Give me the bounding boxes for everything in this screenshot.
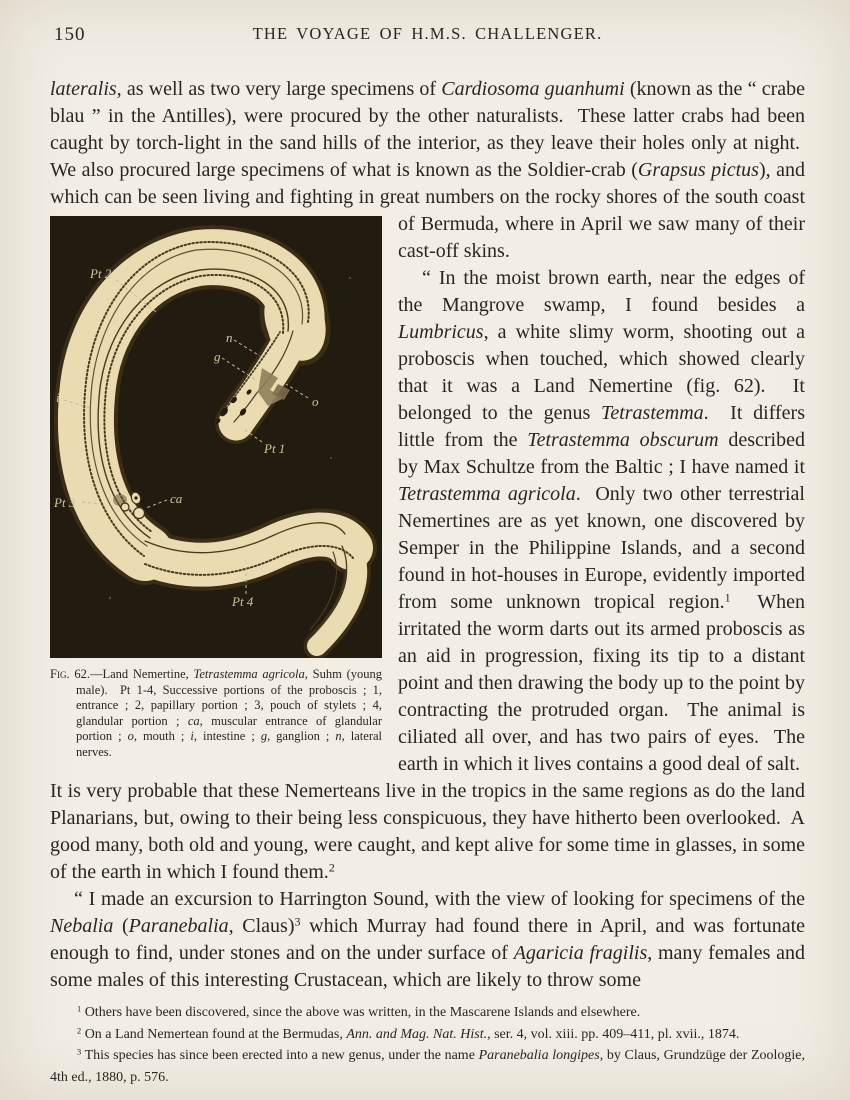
species-name: Tetrastemma <box>601 402 704 424</box>
footnote-reference-3: 3 <box>294 914 301 929</box>
footnote-number: 1 <box>77 1004 82 1014</box>
footnote-text: On a Land Nemertean found at the Bermudas, <box>81 1026 347 1042</box>
footnote-number: 2 <box>77 1025 82 1035</box>
species-name: Nebalia <box>50 915 114 937</box>
label-pt1: Pt 1 <box>264 441 286 456</box>
footnote-reference-1: 1 <box>724 590 731 605</box>
label-pt3: Pt 3 <box>54 495 76 510</box>
species-name: Grapsus pictus <box>637 159 759 181</box>
species-name: Tetrastemma agricola <box>398 483 576 505</box>
paragraph-3 <box>50 886 805 994</box>
species-name: Cardiosoma guanhumi <box>441 78 625 100</box>
footnote-reference-2: 2 <box>328 860 335 875</box>
species-name: lateralis <box>50 78 117 100</box>
species-name: Lumbricus <box>398 321 484 343</box>
label-ca: ca <box>170 491 183 506</box>
footnote-text: , by Claus, Grundzüge der Zoologie, 4th ed., 1880, p. 576. <box>50 1048 806 1085</box>
footnote-text: This species has since been erected into a new genus, under the name <box>81 1048 479 1063</box>
species-name: Agaricia fragilis <box>513 942 648 964</box>
page-header <box>50 24 805 52</box>
text-segment: ( <box>113 915 129 937</box>
text-segment: , many females and some males of this interesting Crustacean, which are likely to throw some <box>50 942 806 991</box>
label-pt2: Pt 2 <box>90 266 112 281</box>
text-segment: , a white slimy worm, shooting out a proboscis when touched, which showed clearly that it was a Land Nemertine (fig. 62). It belonged to the genus <box>398 321 805 424</box>
caption-key-letter: i <box>190 729 194 743</box>
text-segment: “ I made an excursion to Harrington Sound, with the view of looking for specimens of the <box>74 888 805 910</box>
text-segment: , Claus) <box>228 915 295 937</box>
caption-segment: , intestine ; <box>193 729 261 743</box>
caption-segment: , muscular entrance of glandular portion ; <box>76 713 382 743</box>
scan-speckle <box>349 277 351 279</box>
text-segment: , as well as two very large specimens of <box>116 78 442 100</box>
label-n: n <box>226 330 233 345</box>
footnote-number: 3 <box>77 1047 82 1057</box>
caption-species-name: Tetrastemma agricola <box>193 667 305 681</box>
figure-illustration <box>50 216 382 658</box>
caption-segment: , ganglion ; <box>267 729 336 743</box>
caption-fig-word: Fig. <box>50 667 70 681</box>
caption-key-letter: o <box>127 729 134 743</box>
text-segment: (known as the “ crabe blau ” in the Antilles), were procured by the other naturalists. These latter crabs had been caught by torch-light in the sand hills of the interior, as they leave their holes only at night. We also procured large specimens of what is known as the Soldier-crab ( <box>50 78 805 181</box>
caption-key-letter: g <box>260 729 268 743</box>
label-i: i <box>56 390 60 405</box>
text-segment: . Only two other terrestrial Nemertines are as yet known, one discovered by Semper in the Philippine Islands, and a second found in hot-houses in Europe, evidently imported from some unknown tropical region. <box>398 483 805 613</box>
text-segment: shores of the south coast of Bermuda, where in April we saw many of their cast-off skins. <box>398 186 805 262</box>
journal-name: Ann. and Mag. Nat. Hist. <box>346 1026 488 1042</box>
footnote-text: Others have been discovered, since the above was written, in the Mascarene Islands and elsewhere. <box>81 1005 641 1020</box>
species-name: Paranebalia <box>128 915 229 937</box>
caption-segment: , lateral nerves. <box>76 729 383 759</box>
footnote-1 <box>50 1002 805 1024</box>
caption-segment: , mouth ; <box>133 729 191 743</box>
text-segment: “ In the moist brown earth, near the edges of the Mangrove swamp, I found besides a <box>398 267 805 316</box>
body-text <box>50 76 805 994</box>
figure-caption <box>50 667 382 760</box>
species-name: Paranebalia longipes <box>478 1048 600 1063</box>
text-segment: When irritated the worm darts out its armed proboscis as an aid in progression, fixing its tip to a distant point and then drawing the body up to the point by contracting the protruded organ. The animal is ciliated all over, and has two pairs of eyes. The earth in which it lives contains a good deal of salt. It is very probable that these Nemerteans live in the tropics in the same regions as do the land Planarians, but, owing to their being less conspicuous, they have hitherto been overlooked. A good many, both old and young, were caught, and kept alive for some time in glasses, in some of the earth in which I found them. <box>50 591 805 883</box>
text-segment: described by Max Schultze from the Baltic ; I have named it <box>398 429 805 478</box>
caption-key-letter: ca <box>187 713 200 728</box>
footnote-2 <box>50 1024 805 1046</box>
text-segment: which Murray had found there in April, and was fortunate enough to find, under stones and on the under surface of <box>50 915 806 964</box>
scan-speckle <box>109 597 111 599</box>
species-name: Tetrastemma obscurum <box>527 429 719 451</box>
caption-key-letter: n <box>335 729 342 743</box>
footnotes <box>50 1002 805 1088</box>
caption-segment: , Suhm (young male). Pt 1-4, Successive portions of the proboscis ; 1, entrance ; 2, papillary portion ; 3, pouch of stylets ; 4, glandular portion ; <box>76 667 382 728</box>
footnote-text: , ser. 4, vol. xiii. pp. 409–411, pl. xvii., 1874. <box>487 1026 740 1042</box>
text-segment: . It differs little from the <box>398 402 805 451</box>
label-o: o <box>312 394 319 409</box>
figure-62 <box>50 216 382 760</box>
footnote-3 <box>50 1045 805 1088</box>
caption-segment: 62.—Land Nemertine, <box>69 667 194 681</box>
page-number: 150 <box>54 24 86 45</box>
text-segment: ), and which can be seen living and fighting in great numbers on the rocky <box>50 159 805 208</box>
label-pt4: Pt 4 <box>232 594 254 609</box>
scan-speckle <box>330 457 332 459</box>
running-title: THE VOYAGE OF H.M.S. CHALLENGER. <box>252 24 603 43</box>
label-g: g <box>214 349 221 364</box>
